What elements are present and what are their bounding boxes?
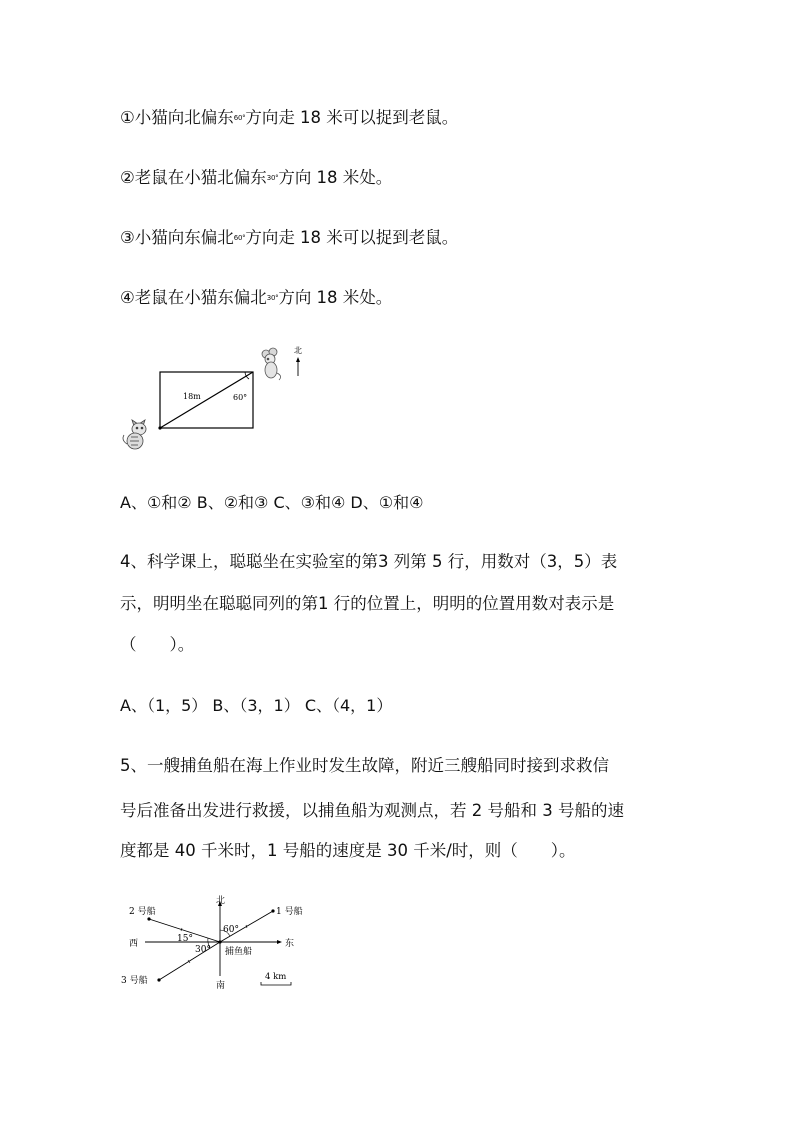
north-arrowhead <box>296 357 300 362</box>
statement-2 <box>120 166 392 190</box>
mouse-icon <box>262 348 281 380</box>
ship3-point <box>157 978 160 981</box>
statement-4-text: ④老鼠在小猫东偏北 <box>120 288 267 307</box>
statement-2-text: ②老鼠在小猫北偏东 <box>120 168 267 187</box>
statement-3-text: ③小猫向东偏北 <box>120 228 234 247</box>
q3-options: A、①和② B、②和③ C、③和④ D、①和④ <box>120 493 424 512</box>
ship1-point <box>271 909 274 912</box>
ship-direction-figure <box>115 890 325 995</box>
q5-line-1: 5、一艘捕鱼船在海上作业时发生故障，附近三艘船同时接到求救信 <box>120 756 609 775</box>
cat-point <box>158 426 161 429</box>
angle-15-label: 15° <box>177 934 193 944</box>
cat-icon <box>123 420 146 449</box>
ship1-label: 1 号船 <box>276 907 303 917</box>
statement-4 <box>120 286 392 310</box>
q4-line-2: 示，明明坐在聪聪同列的第1 行的位置上，明明的位置用数对表示是 <box>120 594 615 613</box>
fishing-boat-label: 捕鱼船 <box>225 947 253 957</box>
q5-line-2: 号后准备出发进行救援，以捕鱼船为观测点，若 2 号船和 3 号船的速 <box>120 801 624 820</box>
fishing-boat-point <box>218 940 221 943</box>
angle-label: 60° <box>233 393 248 402</box>
ship2-label: 2 号船 <box>129 907 156 917</box>
east-label: 东 <box>285 939 295 949</box>
scale-bar <box>261 982 291 985</box>
west-label: 西 <box>129 939 139 949</box>
statement-3-degree: 60° <box>233 234 246 242</box>
statement-3 <box>120 226 458 250</box>
north-label: 北 <box>294 346 302 355</box>
q5-line-3: 度都是 40 千米时，1 号船的速度是 30 千米/时，则（ ）。 <box>120 841 576 860</box>
angle-60-label: 60° <box>223 925 239 935</box>
statement-4-rest: 方向 18 米处。 <box>278 288 393 307</box>
angle-30-label: 30° <box>195 945 211 955</box>
statement-3-rest: 方向走 18 米可以捉到老鼠。 <box>245 228 459 247</box>
ship3-label: 3 号船 <box>121 976 148 986</box>
q4-answer-blank: （ ）。 <box>120 635 195 654</box>
statement-4-degree: 30° <box>266 294 279 302</box>
distance-label: 18m <box>183 392 201 401</box>
statement-2-rest: 方向 18 米处。 <box>278 168 393 187</box>
statement-1-rest: 方向走 18 米可以捉到老鼠。 <box>245 108 459 127</box>
scale-label: 4 km <box>265 972 287 982</box>
statement-1 <box>120 106 458 130</box>
q4-options: A、（1，5） B、（3，1） C、（4，1） <box>120 696 393 715</box>
ship2-point <box>147 917 150 920</box>
cat-mouse-figure <box>115 340 315 455</box>
statement-1-text: ①小猫向北偏东 <box>120 108 234 127</box>
statement-2-degree: 30° <box>266 174 279 182</box>
east-arrowhead <box>277 940 282 944</box>
statement-1-degree: 60° <box>233 114 246 122</box>
north-label: 北 <box>216 896 226 906</box>
q4-line-1: 4、科学课上，聪聪坐在实验室的第3 列第 5 行，用数对（3，5）表 <box>120 552 618 571</box>
south-label: 南 <box>216 981 226 991</box>
